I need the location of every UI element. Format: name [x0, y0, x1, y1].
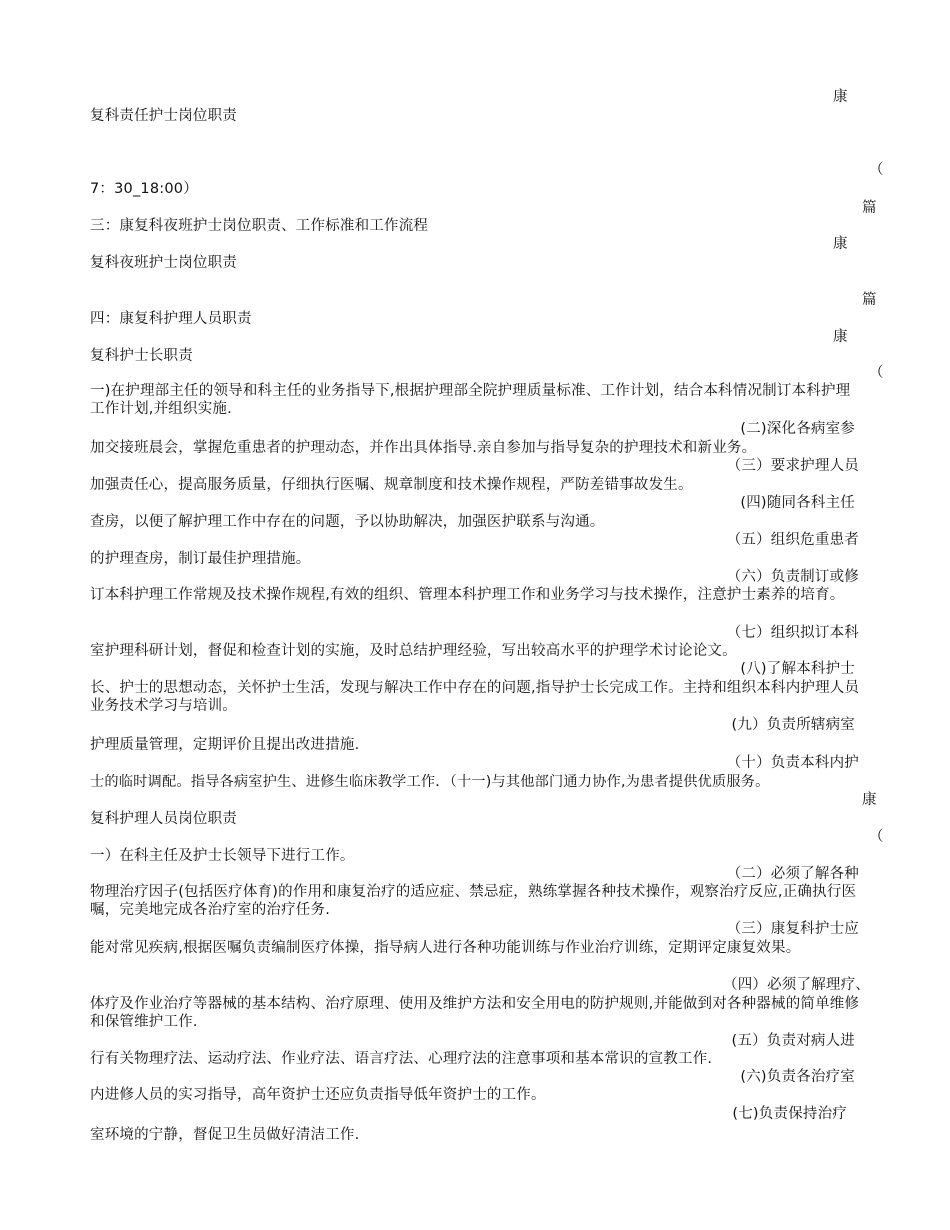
paragraph: 士的临时调配。指导各病室护生、进修生临床教学工作．（十一)与其他部门通力协作,为患者提供优质服务。: [90, 774, 770, 790]
item-label: （二）必须了解各种: [726, 866, 859, 882]
paragraph: 加强责任心，提高服务质量，仔细执行医嘱、规章制度和技术操作规程，严防差错事故发生。: [90, 477, 693, 493]
paragraph: 体疗及作业治疗等器械的基本结构、治疗原理、使用及维护方法和安全用电的防护规则,并能做到对各种器械的简单维修和保管维护工作.: [90, 996, 860, 1030]
section-heading: 复科护理人员岗位职责: [90, 811, 237, 827]
item-label: （五）组织危重患者: [726, 532, 859, 548]
text-line: 篇: [862, 292, 877, 308]
paragraph: 的护理查房，制订最佳护理措施。: [90, 551, 311, 567]
item-label: (八)了解本科护士: [740, 661, 855, 677]
item-label: (二)深化各病室参: [740, 421, 855, 437]
item-label: (五）负责对病人进: [731, 1033, 855, 1049]
paragraph: 行有关物理疗法、运动疗法、作业疗法、语言疗法、心理疗法的注意事项和基本常识的宣教工作.: [90, 1051, 713, 1067]
item-label: （六）负责制订或修: [726, 569, 859, 585]
section-heading: 三：康复科夜班护士岗位职责、工作标准和工作流程: [90, 218, 429, 234]
item-label: （三）要求护理人员: [726, 458, 859, 474]
paragraph: 护理质量管理，定期评价且提出改进措施.: [90, 737, 360, 753]
item-label: (六)负责各治疗室: [740, 1069, 855, 1085]
item-label: (四)随同各科主任: [740, 495, 855, 511]
text-line: 篇: [862, 200, 877, 216]
text-line: 7：30_18:00）: [90, 181, 198, 197]
section-heading: 复科责任护士岗位职责: [90, 108, 237, 124]
paragraph: 一)在护理部主任的领导和科主任的业务指导下,根据护理部全院护理质量标准、工作计划，结合本科情况制订本科护理工作计划,并组织实施.: [90, 383, 851, 417]
paragraph: 订本科护理工作常规及技术操作规程,有效的组织、管理本科护理工作和业务学习与技术操作，注意护士素养的培育。: [90, 587, 845, 603]
item-label: （七）组织拟订本科: [726, 625, 859, 641]
text-line: （: [869, 365, 884, 381]
item-label: （十）负责本科内护: [726, 755, 859, 771]
section-heading: 四：康复科护理人员职责: [90, 311, 252, 327]
paragraph: 长、护士的思想动态，关怀护士生活，发现与解决工作中存在的问题,指导护士长完成工作。主持和组织本科内护理人员业务技术学习与培训。: [90, 680, 860, 714]
section-heading: 复科护士长职责: [90, 348, 193, 364]
paragraph: 物理治疗因子(包括医疗体育)的作用和康复治疗的适应症、禁忌症，熟练掌握各种技术操作，观察治疗反应,正确执行医嘱，完美地完成各治疗室的治疗任务.: [90, 884, 857, 918]
text-line: 康: [833, 89, 848, 105]
item-label: (七)负责保持治疗: [732, 1106, 847, 1122]
paragraph: 内进修人员的实习指导，高年资护士还应负责指导低年资护士的工作。: [90, 1087, 546, 1103]
text-line: （: [869, 829, 884, 845]
paragraph: 一）在科主任及护士长领导下进行工作。: [90, 848, 355, 864]
paragraph: 加交接班晨会，掌握危重患者的护理动态，并作出具体指导.亲自参加与指导复杂的护理技术和新业务。: [90, 440, 757, 456]
text-line: 康: [862, 792, 877, 808]
text-line: 康: [833, 329, 848, 345]
item-label: （四）必须了解理疗、: [723, 977, 870, 993]
text-line: 康: [833, 236, 848, 252]
paragraph: 能对常见疾病,根据医嘱负责编制医疗体操，指导病人进行各种功能训练与作业治疗训练，定期评定康复效果。: [90, 940, 801, 956]
item-label: （三）康复科护士应: [726, 921, 859, 937]
paragraph: 查房，以便了解护理工作中存在的问题，予以协助解决，加强医护联系与沟通。: [90, 514, 605, 530]
paragraph: 室护理科研计划，督促和检查计划的实施，及时总结护理经验，写出较高水平的护理学术讨论论文。: [90, 643, 737, 659]
section-heading: 复科夜班护士岗位职责: [90, 255, 237, 271]
item-label: (九）负责所辖病室: [731, 717, 855, 733]
text-line: （: [869, 162, 884, 178]
paragraph: 室环境的宁静，督促卫生员做好清洁工作.: [90, 1127, 360, 1143]
